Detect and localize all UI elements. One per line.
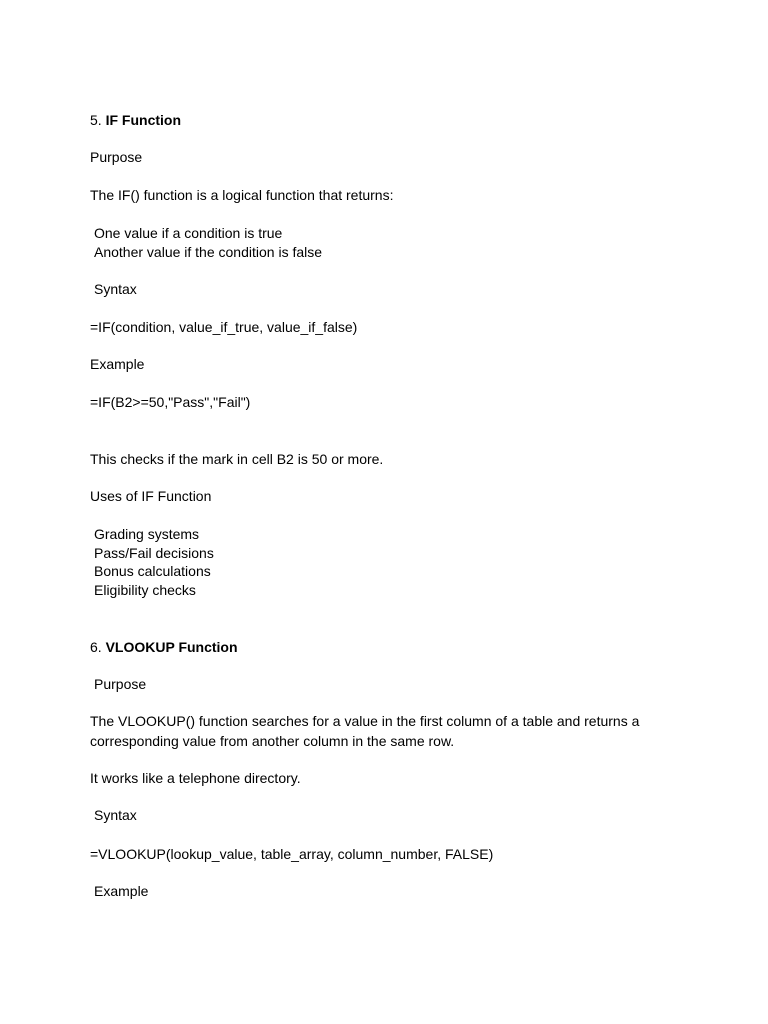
if-use-item: Eligibility checks xyxy=(94,582,196,598)
if-use-item: Pass/Fail decisions xyxy=(94,545,214,561)
if-return-item: Another value if the condition is false xyxy=(94,244,323,260)
if-example-note: This checks if the mark in cell B2 is 50 or more. xyxy=(90,451,384,467)
vlookup-analogy: It works like a telephone directory. xyxy=(90,770,301,786)
if-example: =IF(B2>=50,"Pass","Fail") xyxy=(90,394,251,410)
if-section-title: IF Function xyxy=(105,112,182,128)
if-uses-heading: Uses of IF Function xyxy=(90,488,212,504)
vlookup-syntax-heading: Syntax xyxy=(94,807,137,823)
vlookup-syntax: =VLOOKUP(lookup_value, table_array, column_number, FALSE) xyxy=(90,846,494,862)
vlookup-section-title: VLOOKUP Function xyxy=(105,639,238,655)
if-return-item: One value if a condition is true xyxy=(94,225,283,241)
if-syntax-heading: Syntax xyxy=(94,281,137,297)
vlookup-section-heading xyxy=(90,638,238,656)
vlookup-description: The VLOOKUP() function searches for a value in the first column of a table and returns a corresponding value from another column in the same row. xyxy=(90,713,640,749)
if-intro: The IF() function is a logical function that returns: xyxy=(90,187,394,203)
if-example-heading: Example xyxy=(90,356,145,372)
if-purpose-heading: Purpose xyxy=(90,149,143,165)
if-syntax: =IF(condition, value_if_true, value_if_false) xyxy=(90,319,358,335)
if-section-heading xyxy=(90,111,181,129)
vlookup-section-number: 6. xyxy=(90,639,102,655)
vlookup-example-heading: Example xyxy=(94,883,149,899)
if-section-number: 5. xyxy=(90,112,102,128)
if-use-item: Bonus calculations xyxy=(94,563,211,579)
vlookup-purpose-heading: Purpose xyxy=(94,676,147,692)
if-use-item: Grading systems xyxy=(94,526,200,542)
